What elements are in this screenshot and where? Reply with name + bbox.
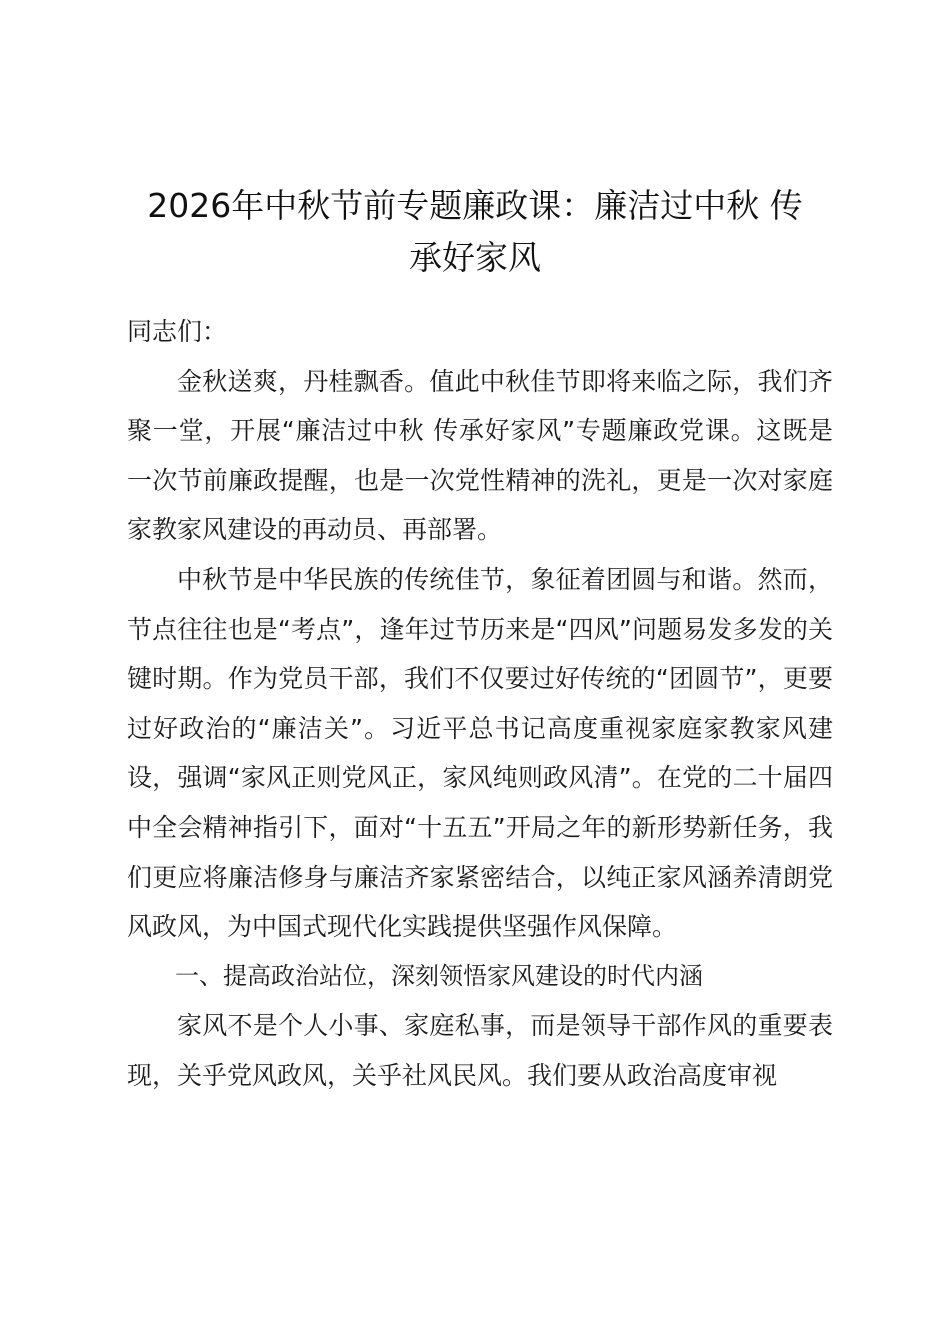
document-title xyxy=(115,180,835,284)
salutation: 同志们： xyxy=(127,317,228,346)
paragraph-2: 中秋节是中华民族的传统佳节，象征着团圆与和谐。然而，节点往往也是“考点”，逢年过节历来是“四风”问题易发多发的关键时期。作为党员干部，我们不仅要过好传统的“团圆节”，更要过好政治的“廉洁关”。习近平总书记高度重视家庭家教家风建设，强调“家风正则党风正，家风纯则政风清”。在党的二十届四中全会精神指引下，面对“十五五”开局之年的新形势新任务，我们更应将廉洁修身与廉洁齐家紧密结合，以纯正家风涵养清朗党风政风，为中国式现代化实践提供坚强作风保障。 xyxy=(127,564,833,942)
paragraph-1: 金秋送爽，丹桂飘香。值此中秋佳节即将来临之际，我们齐聚一堂，开展“廉洁过中秋 传承好家风”专题廉政党课。这既是一次节前廉政提醒，也是一次党性精神的洗礼，更是一次对家庭家教家风建设的再动员、再部署。 xyxy=(127,366,833,545)
section-paragraph: 家风不是个人小事、家庭私事，而是领导干部作风的重要表现，关乎党风政风，关乎社风民风。我们要从政治高度审视 xyxy=(127,1011,833,1090)
section-heading: 一、提高政治站位，深刻领悟家风建设的时代内涵 xyxy=(175,961,703,990)
document-body xyxy=(127,307,833,1101)
title-line-1: 2026年中秋节前专题廉政课：廉洁过中秋 传 xyxy=(147,186,803,225)
title-line-2: 承好家风 xyxy=(409,238,541,277)
